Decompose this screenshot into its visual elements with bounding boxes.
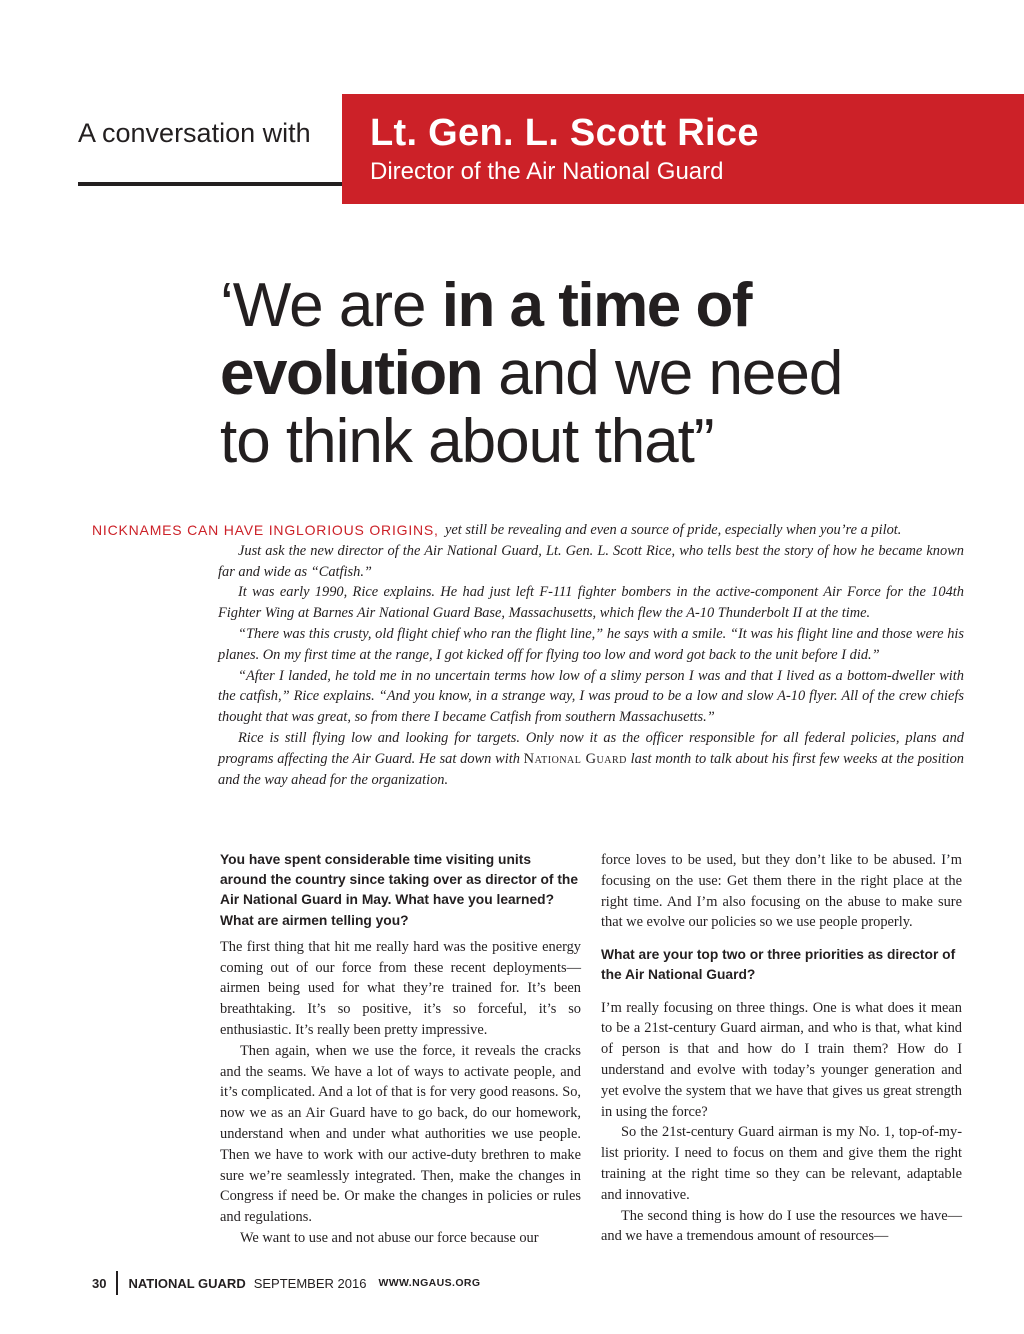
headline-bold-2: evolution	[220, 339, 483, 408]
header-rule	[78, 182, 342, 186]
page-footer	[92, 1272, 480, 1294]
speaker-name: Lt. Gen. L. Scott Rice	[370, 112, 759, 154]
intro-text-segment: Rice is still flying low and looking for targets. Only now it as the officer responsible for all federal policies, plans and programs affecting the Air Guard. He sat down with	[218, 729, 964, 767]
question: What are your top two or three priorities as director of the Air National Guard?	[601, 947, 956, 983]
headline-part-2: and we need	[482, 339, 843, 408]
answer-paragraph: So the 21st-century Guard airman is my No. 1, top-of-my-list priority. I need to focus on them and give them the right training at the right time so they can be relevant, adaptable and innovative.	[601, 1124, 962, 1203]
publication-name-inline: National Guard	[523, 750, 627, 767]
intro-paragraph: It was early 1990, Rice explains. He had just left F-111 fighter bombers in the active-component Air Force for the 104th Fighter Wing at Barnes Air National Guard Base, Massachusetts, which flew the A-10 Thunderbolt II at the time.	[218, 584, 964, 622]
answer-paragraph: Then again, when we use the force, it reveals the cracks and the seams. We have a lot of ways to activate people, and it’s complicated. And a lot of that is for very good reasons. So, now we as an Air Guard have to go back, do our homework, understand when and under what authorities we use people. Then we have to work with our active-duty brethren to make sure we’re seamlessly integrated. Then, make the changes in Congress if need be. Or make the changes in policies or rules and regulations.	[220, 1042, 581, 1226]
publication-name: NATIONAL GUARD	[128, 1275, 246, 1291]
headline-part-3: to think about that”	[220, 407, 714, 476]
answer-paragraph: The first thing that hit me really hard was the positive energy coming out of our force from these recent deployments—airmen being used for what they’re trained for. It’s been breathtaking. It’s so positive, it’s so forceful, it’s so enthusiastic. It’s really been pretty impressive.	[220, 938, 581, 1038]
intro-text-segment: last month to talk about his first few weeks at the position and the way ahead for the organization.	[218, 750, 965, 788]
website-link[interactable]: WWW.NGAUS.ORG	[378, 1277, 481, 1289]
answer-paragraph: I’m really focusing on three things. One is what does it mean to be a 21st-century Guard airman, and who is that, what kind of person is that and how do I train them? How do I understand and evolve with today’s younger generation and yet evolve the system that we have that gives us great strength in using the force?	[601, 999, 962, 1120]
speaker-title: Director of the Air National Guard	[370, 158, 724, 185]
answer-paragraph: We want to use and not abuse our force because our	[240, 1229, 539, 1246]
intro-paragraph: “After I landed, he told me in no uncertain terms how low of a slimy person I was and that I lived as a bottom-dweller with the catfish,” Rice explains. “And you know, in a strange way, I was proud to be a low and slow A-10 flyer. All of the crew chiefs thought that was great, so from there I became Catfish from southern Massachusetts.”	[218, 667, 964, 726]
page-number: 30	[92, 1275, 107, 1291]
headline-part-1: ‘We are	[220, 271, 442, 340]
answer-paragraph: force loves to be used, but they don’t like to be abused. I’m focusing on the use: Get them there in the right place at the right time. And I’m also focusing on the abuse to make sure that we evolve our policies so we use people properly.	[601, 852, 962, 931]
intro-text	[218, 520, 964, 790]
intro-paragraph	[218, 728, 964, 790]
conversation-label: A conversation with	[78, 118, 311, 148]
question: You have spent considerable time visiting units around the country since taking over as director of the Air National Guard in May. What have you learned? What are airmen telling you?	[220, 852, 579, 928]
footer-divider	[116, 1271, 118, 1295]
intro-paragraph: “There was this crusty, old flight chief who ran the flight line,” he says with a smile. “It was his flight line and those were his planes. On my first time at the range, I got kicked off for flying too low and word got back to the unit before I did.”	[218, 625, 964, 663]
headline-bold-1: in a time of	[441, 271, 751, 340]
speaker-banner	[342, 94, 1024, 204]
answer-paragraph: The second thing is how do I use the resources we have—and we have a tremendous amount of resources—	[601, 1207, 962, 1245]
right-column	[601, 850, 962, 1247]
headline	[220, 272, 980, 476]
intro-paragraph: yet still be revealing and even a source of pride, especially when you’re a pilot.	[445, 522, 902, 538]
intro-lead-in: NICKNAMES CAN HAVE INGLORIOUS ORIGINS,	[92, 522, 439, 538]
left-column	[220, 850, 581, 1249]
intro-paragraph: Just ask the new director of the Air National Guard, Lt. Gen. L. Scott Rice, who tells best the story of how he became known far and wide as “Catfish.”	[218, 542, 964, 580]
issue-date: SEPTEMBER 2016	[253, 1275, 367, 1291]
